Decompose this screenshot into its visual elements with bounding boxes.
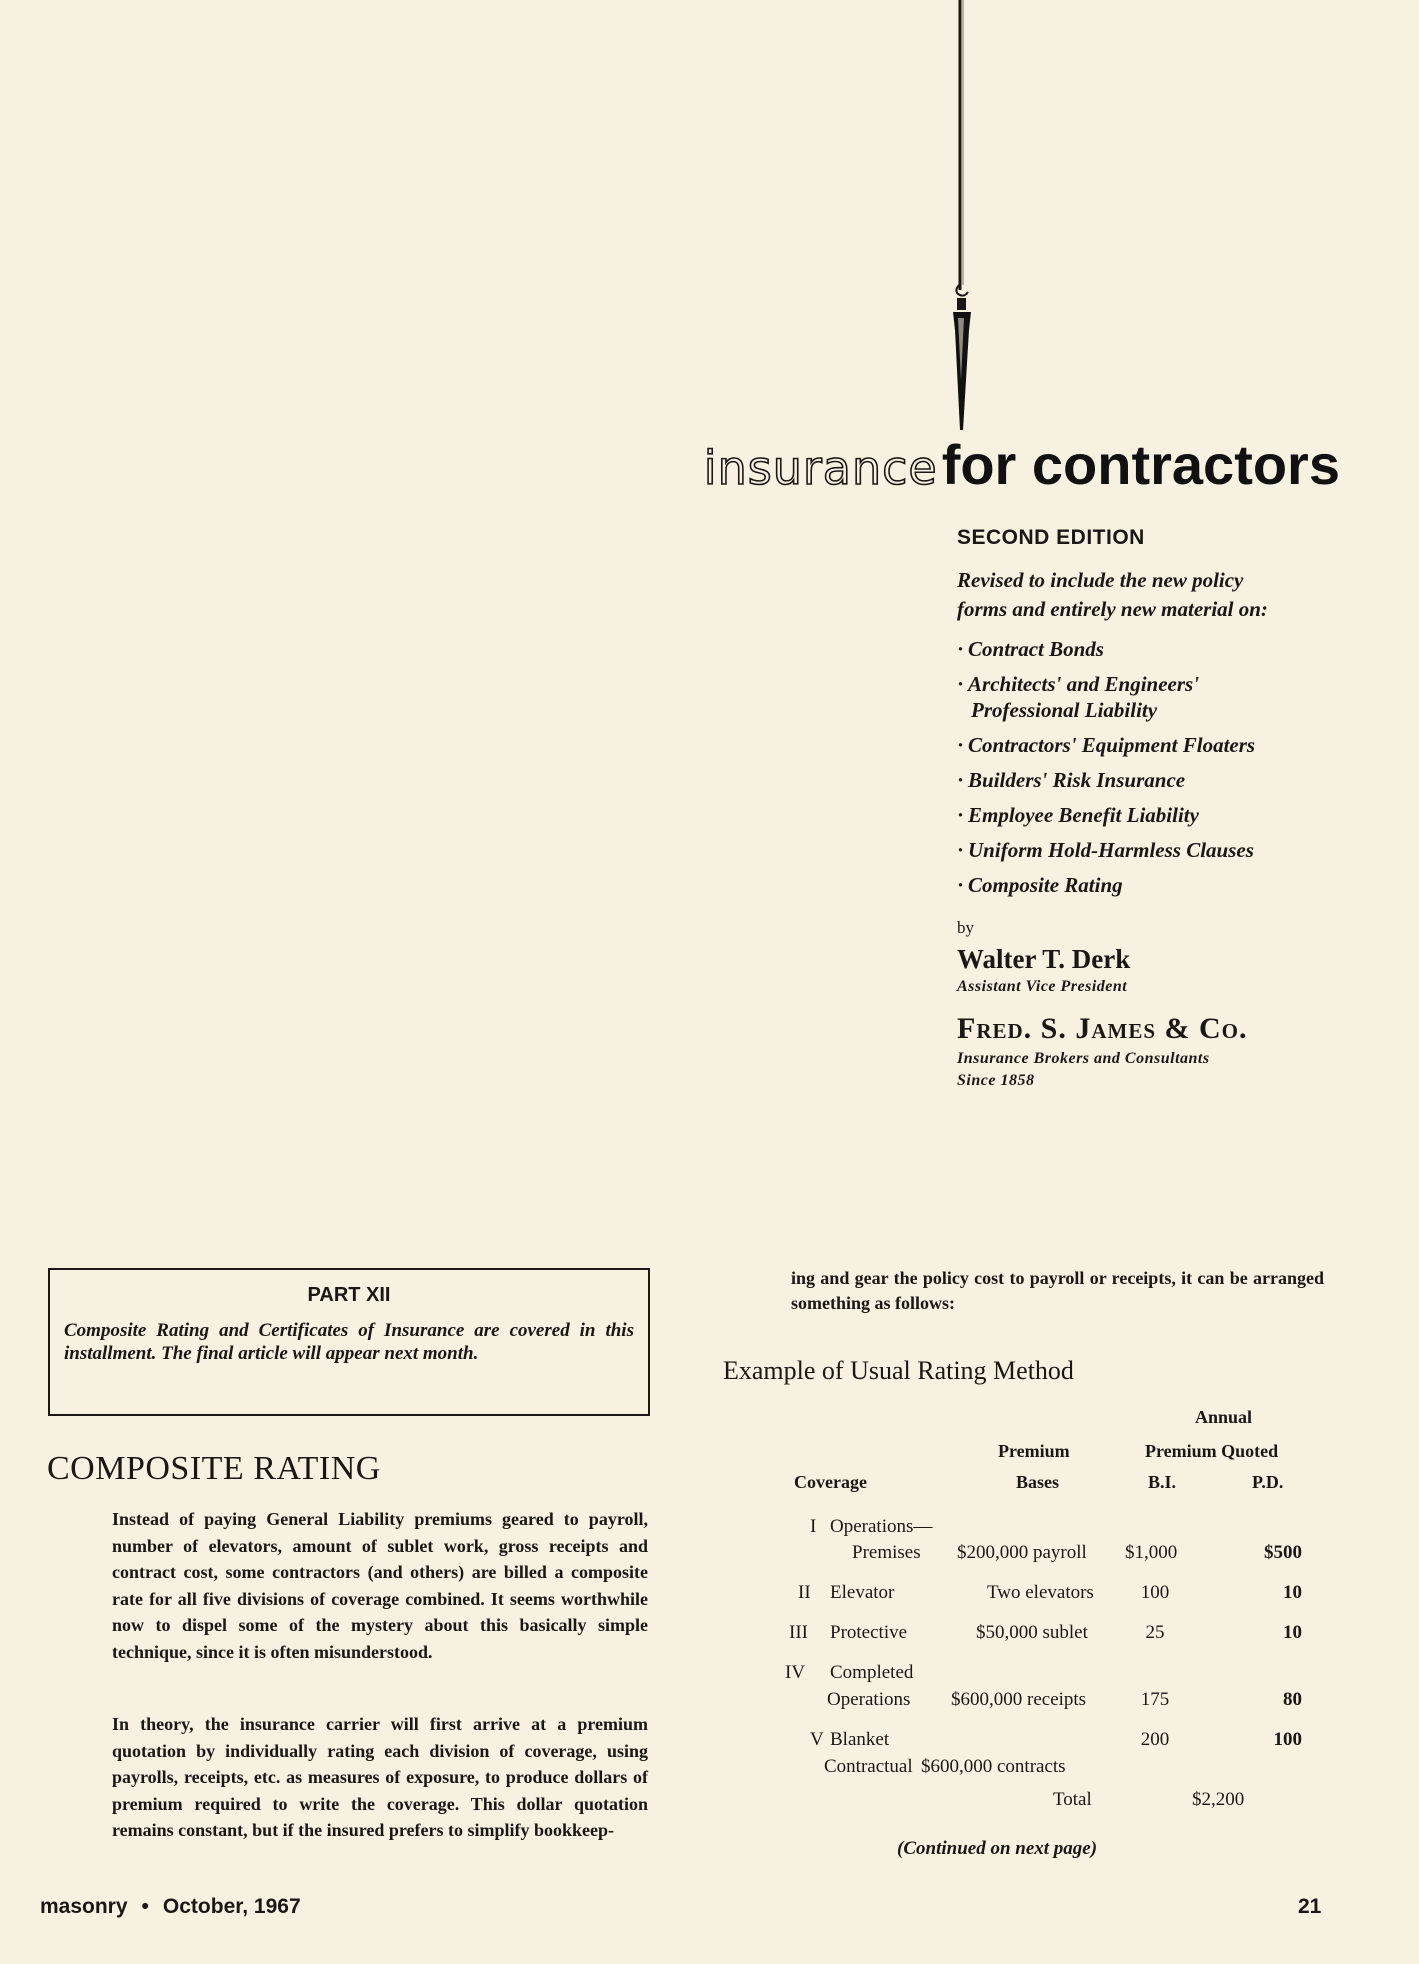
table-row-bi: $1,000 (1125, 1542, 1178, 1563)
edition-label: SECOND EDITION (957, 526, 1145, 549)
revised-note (957, 566, 1317, 624)
footer-separator: • (141, 1895, 149, 1918)
revised-line: Revised to include the new policy (957, 568, 1244, 592)
table-row-number: V (810, 1729, 824, 1750)
header-premium: Premium (998, 1441, 1070, 1461)
table-total-label: Total (1053, 1789, 1092, 1810)
topic-item: · Architects' and Engineers' Professional Liability (957, 671, 1255, 723)
header-bases: Bases (1016, 1472, 1060, 1492)
issue-date: October, 1967 (162, 1895, 301, 1918)
table-row-base: Two elevators (987, 1582, 1094, 1603)
company-name: Fred. S. James & Co. (957, 1012, 1248, 1045)
table-row-coverage: Elevator (830, 1582, 895, 1603)
table-row-pd: 10 (1283, 1582, 1302, 1603)
table-row-number: II (798, 1582, 811, 1603)
topic-item: · Builders' Risk Insurance (957, 768, 1186, 792)
table-row-base: $50,000 sublet (976, 1622, 1088, 1643)
header-premium-quoted: Premium Quoted (1145, 1441, 1279, 1461)
part-title: PART XII (307, 1284, 391, 1306)
topic-item: · Uniform Hold-Harmless Clauses (957, 838, 1254, 862)
plumb-bob-illustration (930, 0, 990, 440)
page-footer (40, 1895, 301, 1919)
revised-line: forms and entirely new material on: (957, 597, 1268, 621)
header-coverage: Coverage (794, 1472, 867, 1492)
topic-text-continued: Professional Liability (971, 698, 1158, 722)
page-number: 21 (1298, 1895, 1322, 1918)
part-description: Composite Rating and Certificates of Insurance are covered in this installment. The final article will appear next month. (64, 1320, 634, 1364)
continued-note: (Continued on next page) (897, 1838, 1098, 1859)
table-row-coverage: Operations— (830, 1516, 933, 1537)
table-row-pd: 100 (1273, 1729, 1302, 1750)
table-row-base: $200,000 payroll (957, 1542, 1087, 1563)
table-row-pd: $500 (1264, 1542, 1302, 1563)
byline-by: by (957, 918, 974, 937)
table-row-coverage: Blanket (830, 1729, 890, 1750)
article-headline (540, 432, 1340, 497)
table-row-number: III (789, 1622, 808, 1643)
part-info-box (48, 1268, 650, 1416)
headline-outline-word: insurance (703, 441, 938, 495)
table-row-coverage-cont: Operations (827, 1689, 911, 1710)
author-name: Walter T. Derk (957, 944, 1131, 974)
topic-text: Contractors' Equipment Floaters (968, 733, 1256, 757)
topic-text: Uniform Hold-Harmless Clauses (968, 838, 1254, 862)
topic-text: Architects' and Engineers' (968, 672, 1200, 696)
article-paragraph: In theory, the insurance carrier will first arrive at a premium quotation by individually rating each division of coverage, using payrolls, receipts, etc. as measures of exposure, to produce dollars of premium required to write the coverage. This dollar quotation remains constant, but if the insured prefers to simplify bookkeep- (112, 1714, 648, 1840)
table-row-bi: 175 (1140, 1689, 1170, 1710)
topic-item: · Contractors' Equipment Floaters (957, 733, 1256, 757)
company-description-line: Insurance Brokers and Consultants (957, 1050, 1210, 1067)
topic-item: · Composite Rating (957, 873, 1123, 897)
topic-text: Builders' Risk Insurance (968, 768, 1186, 792)
article-paragraph: Instead of paying General Liability premiums geared to payroll, number of elevators, amount of sublet work, gross receipts and contract cost, some contractors (and others) are billed a composite rate for all five divisions of coverage combined. It seems worthwhile now to dispel some of the mystery about this basically simple technique, since it is often misunderstood. (112, 1509, 648, 1662)
topic-text: Contract Bonds (968, 637, 1104, 661)
table-row-coverage: Completed (830, 1662, 914, 1683)
section-heading: COMPOSITE RATING (47, 1450, 381, 1487)
table-row-pd: 80 (1283, 1689, 1302, 1710)
rating-table (780, 1407, 1320, 1835)
article-paragraph-continued: ing and gear the policy cost to payroll or receipts, it can be arranged something as follows: (791, 1268, 1324, 1313)
author-title: Assistant Vice President (957, 978, 1128, 995)
table-row-pd: 10 (1283, 1622, 1302, 1643)
table-row-coverage: Protective (830, 1622, 908, 1643)
table-row-number: I (810, 1516, 817, 1537)
header-bi: B.I. (1148, 1472, 1177, 1492)
company-description-line: Since 1858 (957, 1072, 1035, 1089)
table-row-coverage-cont: Contractual (824, 1756, 913, 1777)
table-row-coverage-cont: Premises (852, 1542, 921, 1563)
header-pd: P.D. (1252, 1472, 1284, 1492)
table-row-base: $600,000 contracts (921, 1756, 1066, 1777)
table-row-bi: 200 (1140, 1729, 1170, 1750)
table-row-bi: 25 (1145, 1622, 1165, 1643)
company-description (957, 1048, 1210, 1092)
topic-text: Employee Benefit Liability (968, 803, 1199, 827)
headline-bold-words: for contractors (941, 433, 1340, 496)
table-row-number: IV (785, 1662, 806, 1683)
header-annual: Annual (1195, 1407, 1253, 1427)
table-total-value: $2,200 (1192, 1789, 1245, 1810)
topic-item: · Employee Benefit Liability (957, 803, 1199, 827)
topic-item: · Contract Bonds (957, 637, 1104, 661)
topic-text: Composite Rating (968, 873, 1123, 897)
table-row-bi: 100 (1140, 1582, 1170, 1603)
example-heading: Example of Usual Rating Method (723, 1356, 1074, 1385)
magazine-name: masonry (40, 1895, 128, 1918)
table-row-base: $600,000 receipts (951, 1689, 1087, 1710)
topic-list (957, 636, 1255, 907)
